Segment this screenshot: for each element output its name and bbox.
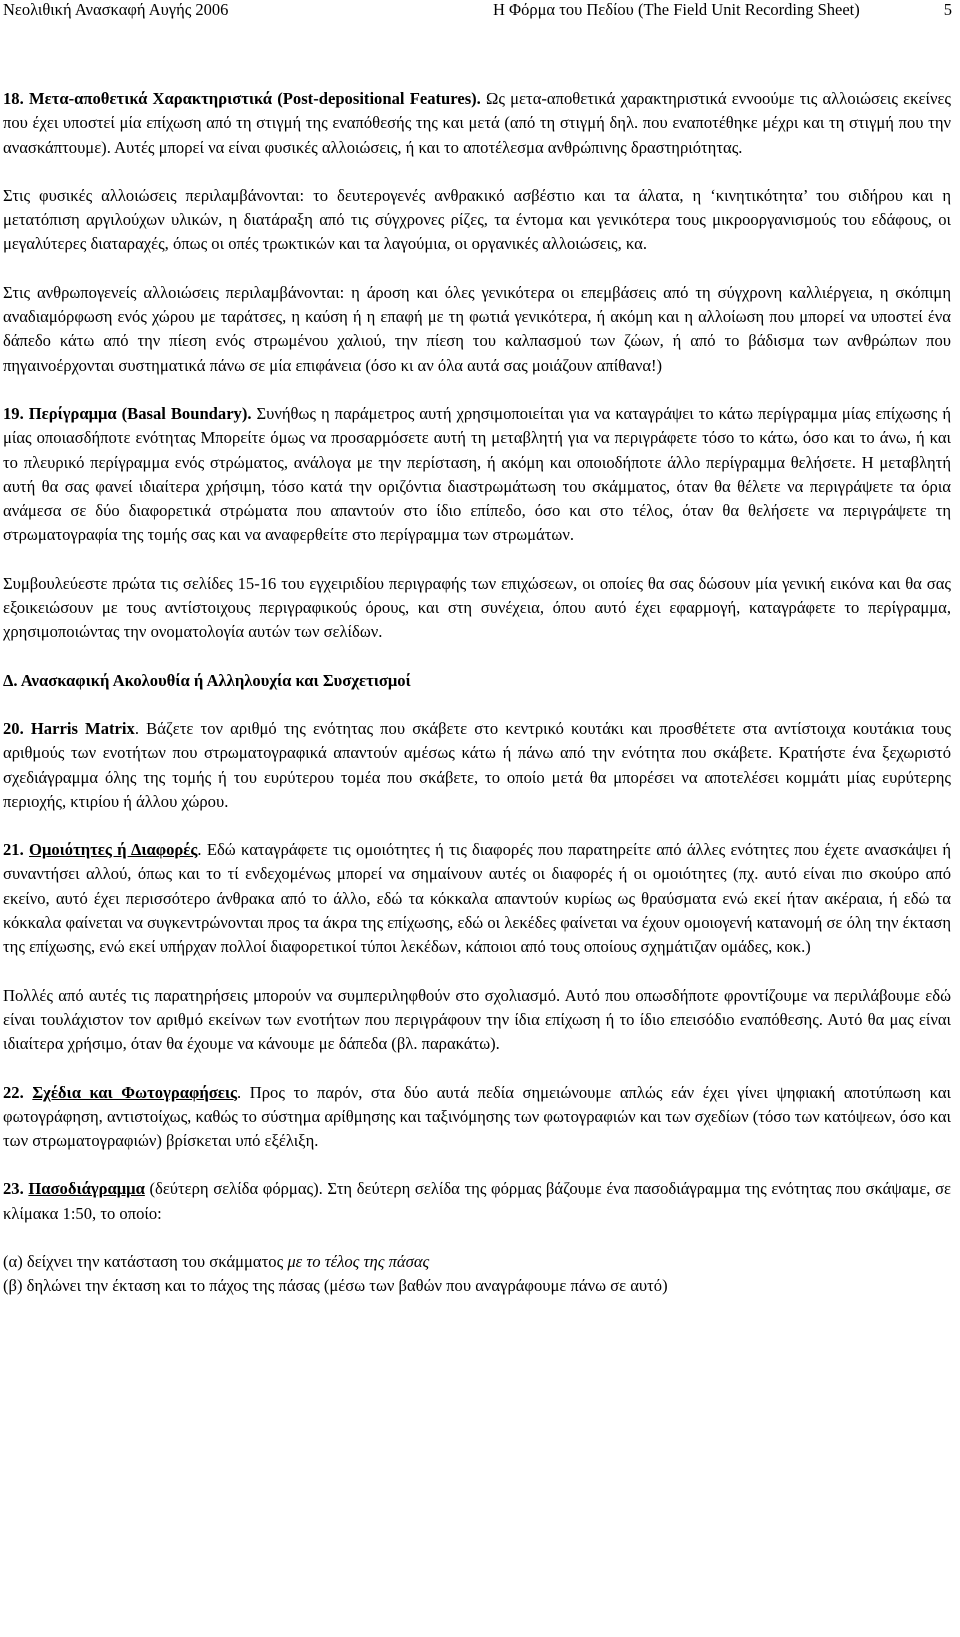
section-22-heading: [3, 1083, 237, 1102]
natural-alterations-paragraph: Στις φυσικές αλλοιώσεις περιλαμβάνονται: το δευτερογενές ανθρακικό ασβέστιο και τα άλατα, η ‘κινητικότητα’ του σιδήρου και η μετατόπιση αργιλούχων υλικών, η διατάραξη από τις σύγχρονες ρίζες, τα έντομα και γενικότερα τους μικροοργανισμούς του εδάφους, οι μεγαλύτερες διαταραχές, όπως οι οπές τρωκτικών και τα λαγούμια, οι οργανικές αλλοιώσεις, κα.: [3, 185, 951, 254]
header-center-title: Η Φόρμα του Πεδίου (The Field Unit Recording Sheet): [493, 0, 860, 19]
page-number: 5: [943, 0, 952, 19]
section-21-paragraph: [3, 838, 951, 959]
running-header: [3, 0, 960, 22]
section-23-heading-number: 23.: [3, 1179, 29, 1199]
observations-paragraph: Πολλές από αυτές τις παρατηρήσεις μπορούν να συμπεριληφθούν στο σχολιασμό. Αυτό που οπωσδήποτε φροντίζουμε να περιλάβουμε εδώ είναι τουλάχιστον τον αριθμό εκείνων των ενοτήτων που περιγράφουν την ίδια επίχωση ή το ίδιο επεισόδιο εναπόθεσης. Αυτό θα μας είναι ιδιαίτερα χρήσιμο, όταν θα έχουμε να κάνουμε με δάπεδα (βλ. παρακάτω).: [3, 985, 951, 1054]
section-20-paragraph: [3, 717, 951, 814]
list-item-a: [3, 1250, 951, 1274]
section-22-text: . Προς το παρόν, στα δύο αυτά πεδία σημειώνουμε απλώς εάν έχει γίνει ψηφιακή αποτύπωση και φωτογράφηση, αντιστοίχως, καθώς το σύστημα αρίθμησης και ταξινόμησης των φωτογραφιών και των σχεδίων (τόσο των κατόψεων, όσο και των στρωματογραφιών) βρίσκεται υπό εξέλιξη.: [3, 1082, 951, 1151]
section-20-text: . Βάζετε τον αριθμό της ενότητας που σκάβετε στο κεντρικό κουτάκι και προσθέτετε στα αντίστοιχα κουτάκια τους αριθμούς των ενοτήτων που στρωματογραφικά απαντούν αμέσως κάτω ή πάνω από την ενότητα που σκάβετε. Κρατήστε ένα ξεχωριστό σχεδιάγραμμα όλης της τομής ή του ευρύτερου τομέα που σκάβετε, το οποίο μετά θα μπορέσει να αποτελέσει κομμάτι μίας ευρύτερης περιοχής, κτιρίου ή άλλου χώρου.: [3, 718, 951, 811]
manual-reference-paragraph: Συμβουλεύεστε πρώτα τις σελίδες 15-16 του εγχειριδίου περιγραφής των επιχώσεων, οι οποίες θα σας δώσουν μία γενική εικόνα και θα σας εξοικειώσουν με τους αντίστοιχους περιγραφικούς όρους, και στη συνέχεια, όπου αυτό έχει εφαρμογή, καταγράφετε το περίγραμμα, χρησιμοποιώντας την ονοματολογία αυτών των σελίδων.: [3, 573, 951, 642]
section-d-heading: Δ. Ανασκαφική Ακολουθία ή Αλληλουχία και Συσχετισμοί: [3, 670, 411, 690]
list-item-b: (β) δηλώνει την έκταση και το πάχος της πάσας (μέσω των βαθών που αναγράφουμε πάνω σε αυτό): [3, 1276, 668, 1296]
section-19-paragraph: [3, 402, 951, 548]
section-22-heading-number: 22.: [3, 1082, 33, 1102]
section-22-heading-title: Σχέδια και Φωτογραφήσεις: [32, 1082, 238, 1102]
section-21-heading-title: Ομοιότητες ή Διαφορές: [29, 840, 198, 860]
header-left-title: Νεολιθική Ανασκαφή Αυγής 2006: [3, 0, 229, 19]
section-23-paragraph: [3, 1177, 951, 1226]
section-23-heading: [3, 1179, 145, 1198]
document-body: [3, 87, 951, 1299]
section-23-heading-title: Πασοδιάγραμμα: [28, 1179, 145, 1199]
list-item-a-emphasis: με το τέλος της πάσας: [287, 1251, 430, 1271]
section-21-heading-number: 21.: [3, 840, 30, 860]
section-20-heading: 20. Harris Matrix: [3, 718, 135, 738]
section-18-heading: 18. Μετα-αποθετικά Χαρακτηριστικά (Post-depositional Features).: [3, 89, 481, 108]
section-21-text: . Εδώ καταγράφετε τις ομοιότητες ή τις διαφορές που παρατηρείτε από άλλες ενότητες που έχετε ανασκάψει ή συναντήσει αλλού, όπως και το τί ενδεχομένως μπορεί να σημαίνουν αυτές οι διαφορές ή οι ομοιότητες (πχ. αυτό είναι πιο σκούρο από εκείνο, αυτό έχει περισσότερο άνθρακα από το άλλο, εδώ τα κόκκαλα απαντούν κυρίως ως θραύσματα ενώ εκεί ήταν ακέραια, ή εδώ τα κόκκαλα φαίνεται να συγκεντρώνονται προς τα άκρα της επίχωσης, εδώ οι λεκέδες φαίνεται να έχουν ομοιογενή κατανομή σε όλη την έκταση της επίχωσης, ενώ εκεί υπήρχαν πολλοί διαφορετικοί τύποι λεκέδων, κάποιοι από τους οποίους σχημάτιζαν ομάδες, κοκ.): [3, 840, 951, 957]
section-19-heading: 19. Περίγραμμα (Basal Boundary).: [3, 403, 252, 423]
anthropogenic-alterations-paragraph: Στις ανθρωπογενείς αλλοιώσεις περιλαμβάνονται: η άροση και όλες γενικότερα οι επεμβάσεις από τη σύγχρονη καλλιέργεια, η σκόπιμη αναδιαμόρφωση ενός χώρου με ταράτσες, η καύση ή η επαφή με τη φωτιά γενικότερα, ή ακόμη και η αλλοίωση που μπορεί να υποστεί ένα δάπεδο κάτω από την πίεση ενός στρωμένου χαλιού, την πίεση του καλπασμού των ζώων, ή από το βάδισμα των ανθρώπων που πηγαινοέρχονται συστηματικά πάνω σε μία επιφάνεια (όσο κι αν όλα αυτά σας μοιάζουν απίθανα!): [3, 282, 951, 375]
section-21-heading: [3, 840, 197, 859]
section-22-paragraph: [3, 1081, 951, 1154]
section-19-text: Συνήθως η παράμετρος αυτή χρησιμοποιείται για να καταγράψει το κάτω περίγραμμα μίας επίχωσης ή μίας οποιασδήποτε ενότητας Μπορείτε όμως να προσαρμόσετε αυτή τη μεταβλητή για να περιγράφετε τόσο το κάτω, όσο και το άνω, ή και το πλευρικό περίγραμμα ενός στρώματος, ανάλογα με την περίσταση, ή ακόμη και οποιοδήποτε άλλο περίγραμμα θελήσετε. Η μεταβλητή αυτή θα σας φανεί ιδιαίτερα χρήσιμη, τόσο κατά την οριζόντια διαστρωμάτωση του σκάμματος, όταν θα θέλετε να περιγράψετε τα όρια ανάμεσα σε δύο διαφορετικά στρώματα που απαντούν στο ίδιο επίπεδο, όσο και στο τέλος, όταν θα θελήσετε να περιγράψετε τη στρωματογραφία της τομής σας και να αναφερθείτε στο περίγραμμα των στρωμάτων.: [3, 403, 951, 545]
section-18-paragraph: [3, 87, 951, 160]
section-23-text: (δεύτερη σελίδα φόρμας). Στη δεύτερη σελίδα της φόρμας βάζουμε ένα πασοδιάγραμμα της ενότητας που σκάψαμε, σε κλίμακα 1:50, το οποίο:: [3, 1179, 951, 1223]
section-18-text: Ως μετα-αποθετικά χαρακτηριστικά εννοούμε τις αλλοιώσεις εκείνες που έχει υποστεί μία επίχωση από τη στιγμή της εναπόθεσής της και μετά (από τη στιγμή δηλ. που εναποτέθηκε μέχρι και τη στιγμή που την ανασκάπτουμε). Αυτές μπορεί να είναι φυσικές αλλοιώσεις, ή και το αποτέλεσμα ανθρώπινης δραστηριότητας.: [3, 89, 951, 157]
list-item-a-text: (α) δείχνει την κατάσταση του σκάμματος: [3, 1251, 288, 1271]
